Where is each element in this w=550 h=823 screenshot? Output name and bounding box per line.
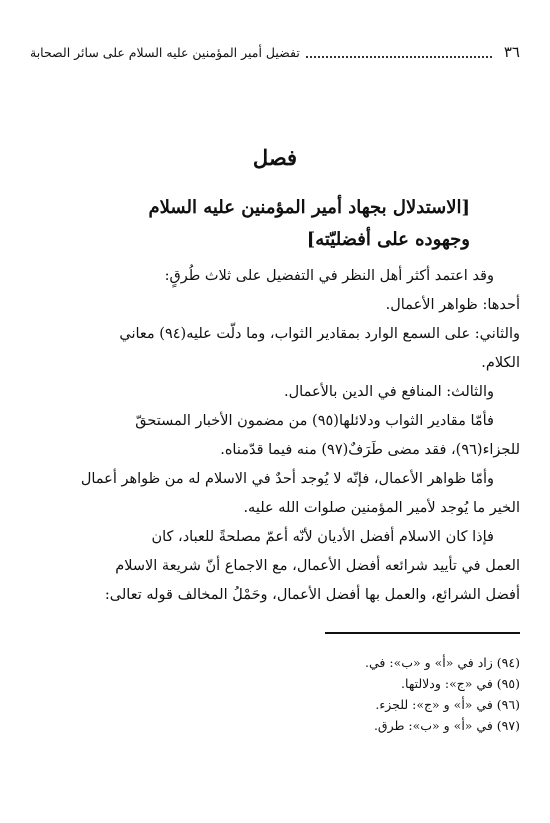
body-line: العمل في تأييد شرائعه أفضل الأعمال، مع الاجماع أنّ شريعة الاسلام — [115, 558, 520, 574]
body-line: الخير ما يُوجد لأمير المؤمنين صلوات الله عليه. — [243, 500, 520, 516]
body-line: فأمّا مقادير الثواب ودلائلها(٩٥) من مضمون الأخبار المستحقّ — [135, 413, 494, 429]
body-text — [30, 262, 520, 610]
footnote: (٩٥) في «ج»: ودلالتها. — [401, 676, 520, 691]
running-head — [30, 40, 520, 64]
footnotes — [30, 652, 520, 736]
footnote: (٩٤) زاد في «أ» و «ب»: في. — [365, 655, 520, 670]
body-line: وقد اعتمد أكثر أهل النظر في التفضيل على ثلاث طُرقٍ: — [164, 268, 494, 284]
body-line: للجزاء(٩٦)، فقد مضى طَرَفٌ(٩٧) منه فيما قدّمناه. — [220, 442, 520, 458]
dotted-leader — [306, 46, 492, 58]
body-line: والثاني: على السمع الوارد بمقادير الثواب، وما دلّت عليه(٩٤) معاني — [119, 326, 520, 342]
body-line: أفضل الشرائع، والعمل بها أفضل الأعمال، وحَمْلُ المخالف قوله تعالى: — [104, 587, 520, 603]
body-line: الكلام. — [481, 355, 520, 371]
chapter-title-line-2: وجهوده على أفضليّته] — [306, 229, 470, 250]
body-line: وأمّا ظواهر الأعمال، فإنّه لا يُوجد أحدٌ في الاسلام له من ظواهر أعمال — [80, 471, 494, 487]
page-number: ٣٦ — [503, 43, 520, 61]
footnote: (٩٧) في «أ» و «ب»: طرق. — [373, 718, 520, 733]
footnote-rule — [325, 632, 520, 634]
body-line: والثالث: المنافع في الدين بالأعمال. — [284, 384, 494, 400]
running-head-title: تفضيل أمير المؤمنين عليه السلام على سائر الصحابة — [30, 44, 300, 60]
body-line: فإذا كان الاسلام أفضل الأديان لأنّه أعمّ مصلحةً للعباد، كان — [151, 529, 494, 545]
body-line: أحدها: ظواهر الأعمال. — [385, 297, 520, 313]
footnote: (٩٦) في «أ» و «ج»: للجزء. — [375, 697, 520, 712]
section-heading: فصل — [252, 145, 298, 170]
chapter-title-line-1: [الاستدلال بجهاد أمير المؤمنين عليه السلام — [148, 197, 470, 218]
